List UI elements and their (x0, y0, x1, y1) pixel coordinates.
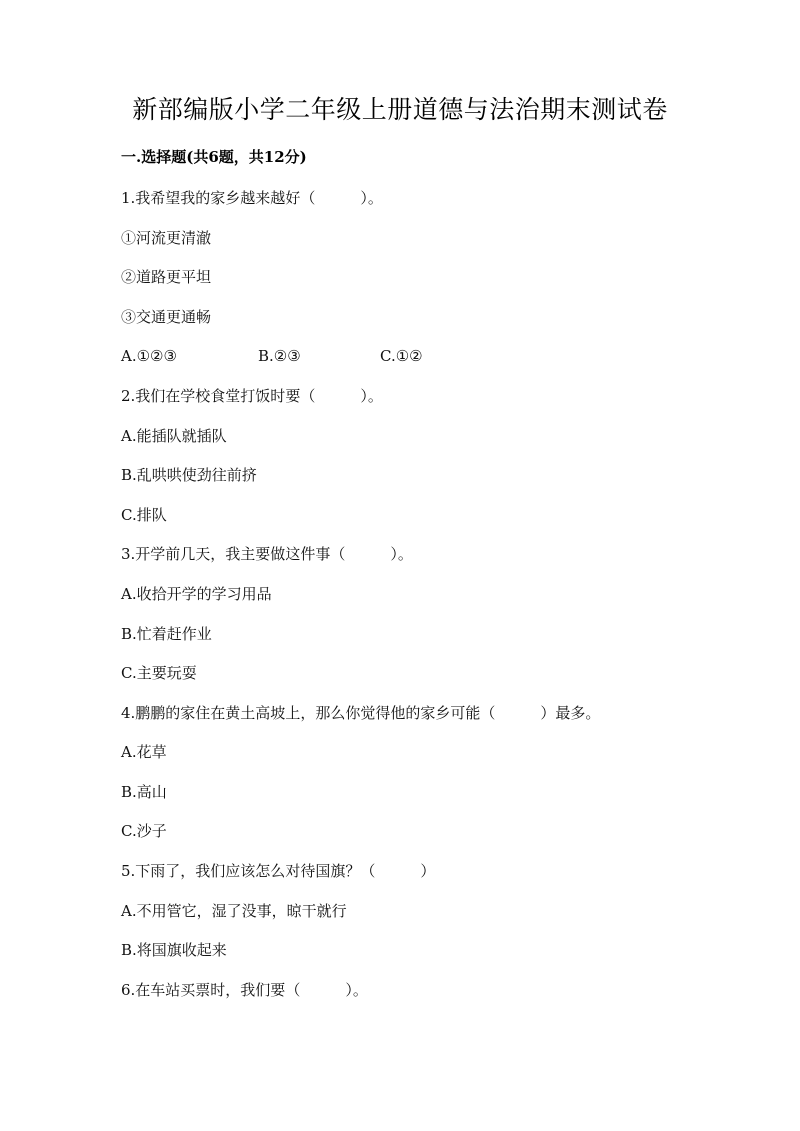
question-4-option-a: A.花草 (121, 743, 167, 761)
question-4-option-c: C.沙子 (121, 822, 167, 840)
section-heading: 一.选择题(共6题，共12分) (121, 148, 307, 166)
question-5-option-a: A.不用管它，湿了没事，晾干就行 (121, 902, 347, 920)
question-3-option-b: B.忙着赶作业 (121, 625, 212, 643)
question-5-stem: 5.下雨了，我们应该怎么对待国旗？（ ） (121, 862, 436, 880)
question-2-option-b: B.乱哄哄使劲往前挤 (121, 466, 257, 484)
question-6-stem: 6.在车站买票时，我们要（ ）。 (121, 981, 368, 999)
question-3-option-c: C.主要玩耍 (121, 664, 197, 682)
question-2-option-a: A.能插队就插队 (121, 427, 227, 445)
question-2-stem: 2.我们在学校食堂打饭时要（ ）。 (121, 387, 383, 405)
question-1-item-3: ③交通更通畅 (121, 308, 212, 326)
question-1-option-a: A.①②③ (121, 347, 177, 365)
question-5-option-b: B.将国旗收起来 (121, 941, 227, 959)
question-4-option-b: B.高山 (121, 783, 167, 801)
question-1-option-c: C.①② (380, 347, 423, 365)
question-1-option-b: B.②③ (258, 347, 301, 365)
question-3-stem: 3.开学前几天，我主要做这件事（ ）。 (121, 545, 413, 563)
question-1-item-2: ②道路更平坦 (121, 268, 212, 286)
question-2-option-c: C.排队 (121, 506, 167, 524)
question-4-stem: 4.鹏鹏的家住在黄土高坡上，那么你觉得他的家乡可能（ ）最多。 (121, 704, 601, 722)
question-1-item-1: ①河流更清澈 (121, 229, 212, 247)
question-1-stem: 1.我希望我的家乡越来越好（ ）。 (121, 189, 383, 207)
page-title: 新部编版小学二年级上册道德与法治期末测试卷 (132, 95, 668, 124)
question-3-option-a: A.收拾开学的学习用品 (121, 585, 272, 603)
